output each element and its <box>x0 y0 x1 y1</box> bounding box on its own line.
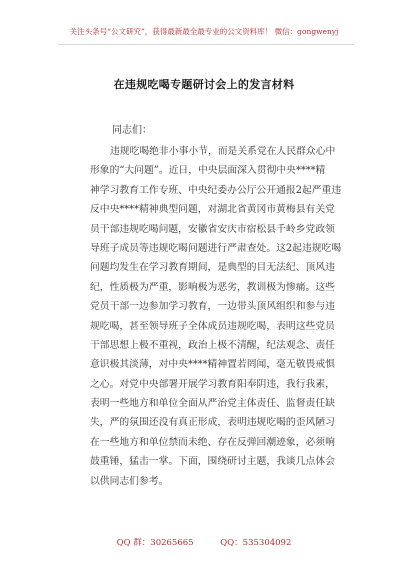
body-line: 反中央****精神典型问题，对湖北省黄冈市黄梅县有关党 <box>90 204 335 216</box>
document-title: 在违规吃喝专题研讨会上的发言材料 <box>113 78 295 91</box>
body-line: 纪，性质极为严重，影响极为恶劣，教训极为惨痛。这些 <box>90 281 335 293</box>
body-line: 问题均发生在学习教育期间，是典型的目无法纪、顶风违 <box>90 262 335 274</box>
header-banner: 关注头条号“公文研究”，获得最新最全最专业的公文资料库！ 微信：gongwenyj <box>69 27 339 36</box>
body-line: 干部思想上极不重视，政治上极不清醒，纪法观念、责任 <box>90 339 335 351</box>
body-line: 神学习教育工作专班、中央纪委办公厅公开通报2起严重违 <box>90 184 342 196</box>
body-line: 鼓重锤，猛击一掌。下面，围绕研讨主题，我谈几点体会 <box>90 456 335 468</box>
body-line: 违规吃喝绝非小事小节，而是关系党在人民群众心中 <box>110 146 336 157</box>
header-divider <box>58 44 354 45</box>
body-line: 以供同志们参考。 <box>90 475 169 487</box>
body-line: 导班子成员等违规吃喝问题进行严肃查处。这2起违规吃喝 <box>90 242 342 254</box>
footer-qq: QQ：535304092 <box>220 538 292 548</box>
body-line: 失，严的氛围还没有真正形成，表明违规吃喝的歪风陋习 <box>90 417 335 429</box>
body-line: 规吃喝，甚至领导班子全体成员违规吃喝，表明这些党员 <box>90 320 335 332</box>
body-line: 在一些地方和单位禁而未绝、存在反弹回潮迹象，必须响 <box>90 436 335 448</box>
salutation: 同志们： <box>112 125 152 136</box>
body-line: 意识极其淡薄，对中央****精神置若罔闻，毫无敬畏戒惧 <box>90 359 335 371</box>
body-line: 之心。对党中央部署开展学习教育阳奉阴违，我行我素， <box>90 378 335 390</box>
body-line: 形象的“大问题”。近日，中央层面深入贯彻中央****精 <box>90 165 326 177</box>
footer-contact <box>0 536 408 548</box>
footer-qq-group: QQ 群：30265665 <box>116 538 194 548</box>
body-line: 表明一些地方和单位全面从严治党主体责任、监督责任缺 <box>90 398 335 410</box>
body-line: 党员干部一边参加学习教育，一边带头顶风组织和参与违 <box>90 301 335 313</box>
body-text <box>90 142 360 491</box>
body-line: 员干部违规吃喝问题，安徽省安庆市宿松县千岭乡党政领 <box>90 223 335 235</box>
